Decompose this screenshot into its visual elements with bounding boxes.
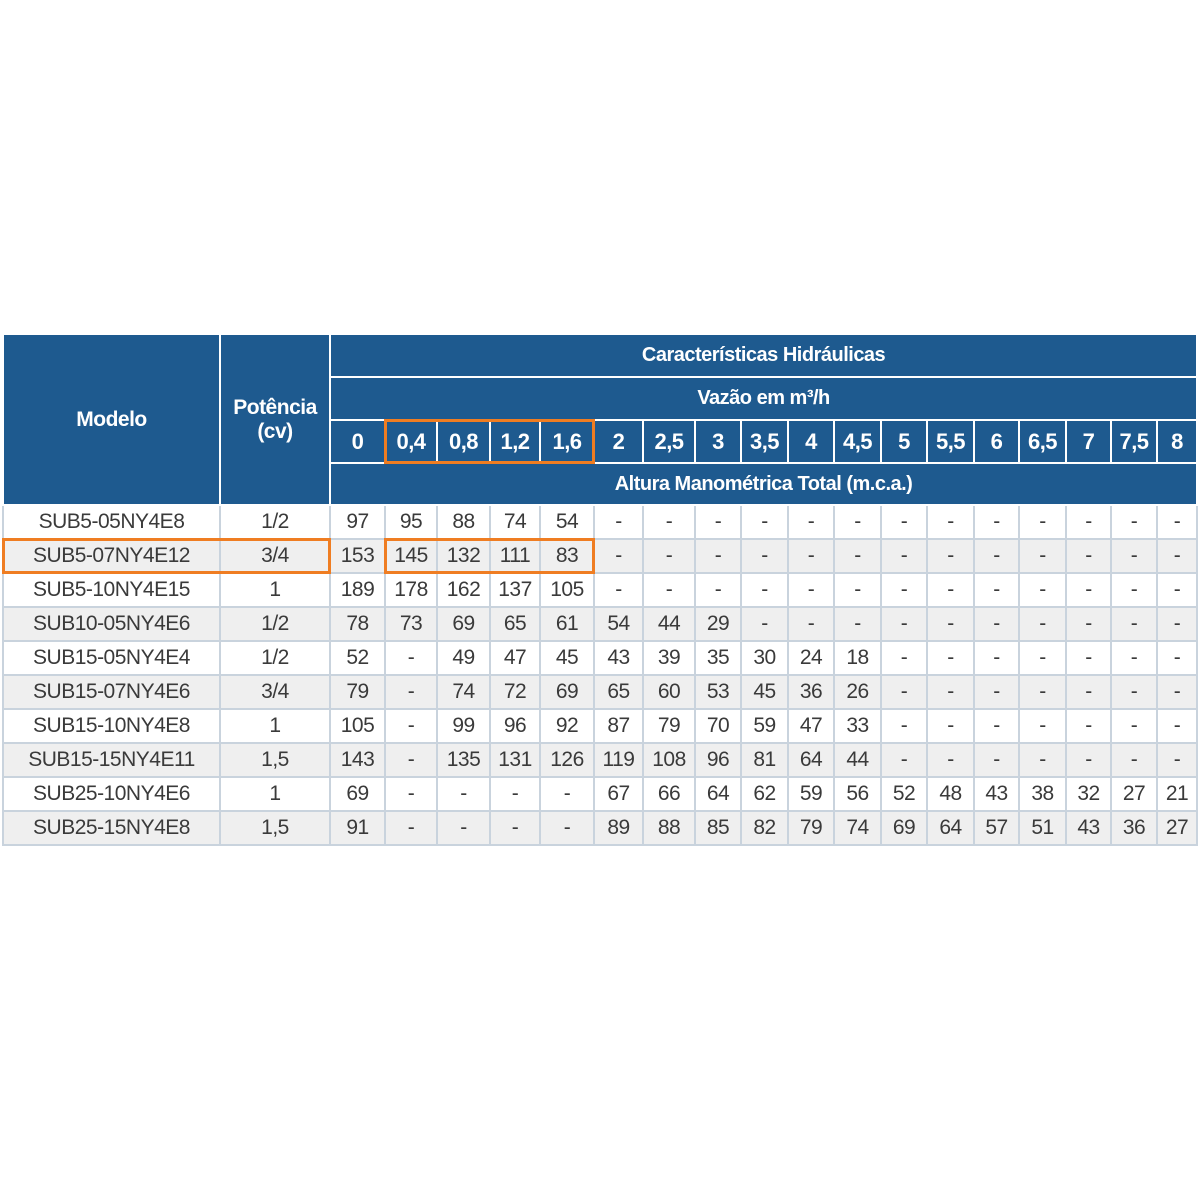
head-value-cell: -: [1111, 505, 1157, 539]
head-value-cell: -: [881, 607, 927, 641]
head-value-cell: -: [1019, 573, 1066, 607]
head-value-cell: 65: [594, 675, 643, 709]
head-value-cell: -: [927, 607, 974, 641]
head-value-cell: -: [974, 675, 1019, 709]
head-value-cell: 132: [437, 539, 490, 573]
head-value-cell: -: [974, 743, 1019, 777]
model-cell: SUB5-07NY4E12: [3, 539, 220, 573]
flow-header-cell: 5: [881, 420, 927, 463]
power-cell: 1,5: [220, 811, 330, 845]
head-value-cell: 51: [1019, 811, 1066, 845]
power-cell: 3/4: [220, 675, 330, 709]
model-cell: SUB25-10NY4E6: [3, 777, 220, 811]
head-value-cell: 74: [834, 811, 881, 845]
model-cell: SUB15-05NY4E4: [3, 641, 220, 675]
head-value-cell: 26: [834, 675, 881, 709]
head-value-cell: -: [974, 539, 1019, 573]
table-row: [3, 811, 1197, 845]
head-value-cell: 85: [695, 811, 741, 845]
pump-spec-table: [2, 333, 1198, 846]
flow-header-cell: 5,5: [927, 420, 974, 463]
head-value-cell: 21: [1157, 777, 1197, 811]
head-value-cell: 56: [834, 777, 881, 811]
head-value-cell: 62: [741, 777, 788, 811]
head-value-cell: -: [741, 573, 788, 607]
head-value-cell: 64: [695, 777, 741, 811]
head-value-cell: 69: [540, 675, 594, 709]
head-value-cell: 44: [834, 743, 881, 777]
head-value-cell: -: [643, 505, 695, 539]
head-value-cell: 60: [643, 675, 695, 709]
head-value-cell: -: [788, 539, 834, 573]
flow-header-cell: 0,8: [437, 420, 490, 463]
flow-header-cell: 6,5: [1019, 420, 1066, 463]
table-row: [3, 777, 1197, 811]
header-head: Altura Manométrica Total (m.c.a.): [330, 463, 1197, 505]
head-value-cell: 126: [540, 743, 594, 777]
head-value-cell: 48: [927, 777, 974, 811]
head-value-cell: 111: [490, 539, 540, 573]
header-hydraulic: Características Hidráulicas: [330, 334, 1197, 377]
head-value-cell: 92: [540, 709, 594, 743]
table-row: [3, 539, 1197, 573]
head-value-cell: 18: [834, 641, 881, 675]
head-value-cell: -: [881, 675, 927, 709]
head-value-cell: -: [1111, 743, 1157, 777]
head-value-cell: -: [881, 743, 927, 777]
header-flow: Vazão em m³/h: [330, 377, 1197, 420]
head-value-cell: 119: [594, 743, 643, 777]
model-cell: SUB5-05NY4E8: [3, 505, 220, 539]
head-value-cell: -: [834, 607, 881, 641]
header-power: [220, 334, 330, 505]
head-value-cell: -: [1019, 607, 1066, 641]
flow-header-cell: 2: [594, 420, 643, 463]
head-value-cell: 61: [540, 607, 594, 641]
head-value-cell: -: [385, 641, 437, 675]
head-value-cell: 54: [594, 607, 643, 641]
head-value-cell: -: [927, 573, 974, 607]
head-value-cell: 78: [330, 607, 385, 641]
head-value-cell: -: [540, 777, 594, 811]
head-value-cell: 47: [788, 709, 834, 743]
model-cell: SUB25-15NY4E8: [3, 811, 220, 845]
head-value-cell: 65: [490, 607, 540, 641]
head-value-cell: 59: [741, 709, 788, 743]
flow-header-cell: 8: [1157, 420, 1197, 463]
head-value-cell: 32: [1066, 777, 1111, 811]
head-value-cell: 66: [643, 777, 695, 811]
head-value-cell: 83: [540, 539, 594, 573]
head-value-cell: -: [695, 573, 741, 607]
table-body: [3, 505, 1197, 845]
head-value-cell: -: [834, 539, 881, 573]
head-value-cell: -: [1111, 539, 1157, 573]
head-value-cell: -: [385, 709, 437, 743]
head-value-cell: 131: [490, 743, 540, 777]
head-value-cell: -: [1066, 607, 1111, 641]
head-value-cell: -: [1111, 675, 1157, 709]
head-value-cell: -: [1066, 505, 1111, 539]
head-value-cell: 52: [330, 641, 385, 675]
head-value-cell: -: [1066, 709, 1111, 743]
head-value-cell: 69: [437, 607, 490, 641]
head-value-cell: -: [834, 505, 881, 539]
head-value-cell: -: [881, 573, 927, 607]
head-value-cell: -: [927, 709, 974, 743]
head-value-cell: 153: [330, 539, 385, 573]
head-value-cell: -: [1157, 505, 1197, 539]
head-value-cell: 91: [330, 811, 385, 845]
head-value-cell: 189: [330, 573, 385, 607]
head-value-cell: 79: [643, 709, 695, 743]
head-value-cell: 33: [834, 709, 881, 743]
head-value-cell: -: [540, 811, 594, 845]
head-value-cell: 69: [330, 777, 385, 811]
head-value-cell: 137: [490, 573, 540, 607]
head-value-cell: -: [695, 539, 741, 573]
head-value-cell: -: [1019, 709, 1066, 743]
head-value-cell: -: [1066, 539, 1111, 573]
table-row: [3, 573, 1197, 607]
head-value-cell: -: [1066, 641, 1111, 675]
flow-header-cell: 0: [330, 420, 385, 463]
head-value-cell: -: [643, 539, 695, 573]
power-cell: 1,5: [220, 743, 330, 777]
head-value-cell: 64: [788, 743, 834, 777]
head-value-cell: 99: [437, 709, 490, 743]
head-value-cell: -: [974, 607, 1019, 641]
head-value-cell: 145: [385, 539, 437, 573]
head-value-cell: -: [643, 573, 695, 607]
head-value-cell: -: [1019, 505, 1066, 539]
flow-header-cell: 7: [1066, 420, 1111, 463]
pump-spec-table-container: [2, 333, 1196, 846]
head-value-cell: -: [594, 539, 643, 573]
head-value-cell: 96: [490, 709, 540, 743]
flow-header-cell: 6: [974, 420, 1019, 463]
power-cell: 1: [220, 573, 330, 607]
head-value-cell: 105: [540, 573, 594, 607]
table-row: [3, 709, 1197, 743]
head-value-cell: 88: [437, 505, 490, 539]
header-power-label: Potência: [233, 395, 317, 419]
power-cell: 1/2: [220, 505, 330, 539]
head-value-cell: -: [1111, 573, 1157, 607]
head-value-cell: -: [1157, 709, 1197, 743]
flow-header-cell: 3,5: [741, 420, 788, 463]
head-value-cell: 72: [490, 675, 540, 709]
power-cell: 1: [220, 709, 330, 743]
table-row: [3, 505, 1197, 539]
flow-header-cell: 4,5: [834, 420, 881, 463]
head-value-cell: -: [1157, 573, 1197, 607]
model-cell: SUB5-10NY4E15: [3, 573, 220, 607]
head-value-cell: 24: [788, 641, 834, 675]
head-value-cell: 67: [594, 777, 643, 811]
head-value-cell: -: [1066, 675, 1111, 709]
head-value-cell: -: [788, 505, 834, 539]
head-value-cell: -: [741, 607, 788, 641]
head-value-cell: 59: [788, 777, 834, 811]
table-row: [3, 607, 1197, 641]
head-value-cell: -: [385, 743, 437, 777]
head-value-cell: -: [741, 539, 788, 573]
head-value-cell: -: [1157, 539, 1197, 573]
head-value-cell: 57: [974, 811, 1019, 845]
head-value-cell: 74: [490, 505, 540, 539]
flow-header-cell: 0,4: [385, 420, 437, 463]
head-value-cell: -: [1019, 641, 1066, 675]
head-value-cell: -: [974, 505, 1019, 539]
head-value-cell: 45: [741, 675, 788, 709]
head-value-cell: -: [1157, 607, 1197, 641]
power-cell: 1/2: [220, 641, 330, 675]
head-value-cell: 79: [788, 811, 834, 845]
flow-header-cell: 2,5: [643, 420, 695, 463]
head-value-cell: -: [881, 539, 927, 573]
head-value-cell: 39: [643, 641, 695, 675]
head-value-cell: -: [881, 641, 927, 675]
head-value-cell: -: [974, 709, 1019, 743]
head-value-cell: -: [927, 505, 974, 539]
head-value-cell: 35: [695, 641, 741, 675]
head-value-cell: -: [1019, 743, 1066, 777]
header-model: Modelo: [3, 334, 220, 505]
head-value-cell: 36: [1111, 811, 1157, 845]
flow-header-cell: 1,6: [540, 420, 594, 463]
head-value-cell: 178: [385, 573, 437, 607]
head-value-cell: -: [1019, 539, 1066, 573]
head-value-cell: -: [881, 709, 927, 743]
head-value-cell: -: [1157, 743, 1197, 777]
head-value-cell: 135: [437, 743, 490, 777]
head-value-cell: -: [927, 539, 974, 573]
model-cell: SUB15-15NY4E11: [3, 743, 220, 777]
head-value-cell: -: [1111, 607, 1157, 641]
header-power-unit: (cv): [257, 419, 293, 443]
head-value-cell: -: [788, 573, 834, 607]
head-value-cell: -: [490, 811, 540, 845]
head-value-cell: 70: [695, 709, 741, 743]
head-value-cell: -: [1111, 709, 1157, 743]
head-value-cell: 44: [643, 607, 695, 641]
head-value-cell: -: [437, 777, 490, 811]
head-value-cell: 162: [437, 573, 490, 607]
head-value-cell: 105: [330, 709, 385, 743]
power-cell: 1: [220, 777, 330, 811]
flow-header-cell: 7,5: [1111, 420, 1157, 463]
head-value-cell: 87: [594, 709, 643, 743]
head-value-cell: -: [881, 505, 927, 539]
flow-header-cell: 3: [695, 420, 741, 463]
flow-header-cell: 4: [788, 420, 834, 463]
head-value-cell: -: [927, 675, 974, 709]
head-value-cell: 81: [741, 743, 788, 777]
head-value-cell: 108: [643, 743, 695, 777]
head-value-cell: -: [834, 573, 881, 607]
power-cell: 3/4: [220, 539, 330, 573]
head-value-cell: 73: [385, 607, 437, 641]
head-value-cell: 43: [974, 777, 1019, 811]
head-value-cell: 143: [330, 743, 385, 777]
power-cell: 1/2: [220, 607, 330, 641]
head-value-cell: -: [974, 573, 1019, 607]
head-value-cell: 52: [881, 777, 927, 811]
head-value-cell: 29: [695, 607, 741, 641]
head-value-cell: -: [437, 811, 490, 845]
head-value-cell: -: [1066, 573, 1111, 607]
model-cell: SUB15-07NY4E6: [3, 675, 220, 709]
head-value-cell: 89: [594, 811, 643, 845]
head-value-cell: 96: [695, 743, 741, 777]
head-value-cell: 88: [643, 811, 695, 845]
head-value-cell: -: [741, 505, 788, 539]
head-value-cell: 74: [437, 675, 490, 709]
head-value-cell: -: [927, 743, 974, 777]
head-value-cell: -: [695, 505, 741, 539]
head-value-cell: 36: [788, 675, 834, 709]
head-value-cell: 79: [330, 675, 385, 709]
head-value-cell: 97: [330, 505, 385, 539]
head-value-cell: 82: [741, 811, 788, 845]
head-value-cell: 53: [695, 675, 741, 709]
head-value-cell: 43: [1066, 811, 1111, 845]
head-value-cell: -: [385, 811, 437, 845]
head-value-cell: 30: [741, 641, 788, 675]
head-value-cell: 95: [385, 505, 437, 539]
head-value-cell: 27: [1157, 811, 1197, 845]
head-value-cell: -: [927, 641, 974, 675]
table-row: [3, 641, 1197, 675]
flow-header-cell: 1,2: [490, 420, 540, 463]
head-value-cell: 54: [540, 505, 594, 539]
head-value-cell: 64: [927, 811, 974, 845]
head-value-cell: -: [788, 607, 834, 641]
head-value-cell: 47: [490, 641, 540, 675]
head-value-cell: -: [1157, 641, 1197, 675]
table-row: [3, 743, 1197, 777]
head-value-cell: 38: [1019, 777, 1066, 811]
head-value-cell: 45: [540, 641, 594, 675]
head-value-cell: -: [385, 777, 437, 811]
head-value-cell: 69: [881, 811, 927, 845]
table-row: [3, 675, 1197, 709]
model-cell: SUB10-05NY4E6: [3, 607, 220, 641]
head-value-cell: -: [385, 675, 437, 709]
head-value-cell: -: [594, 573, 643, 607]
head-value-cell: -: [974, 641, 1019, 675]
head-value-cell: -: [1111, 641, 1157, 675]
head-value-cell: 49: [437, 641, 490, 675]
model-cell: SUB15-10NY4E8: [3, 709, 220, 743]
head-value-cell: -: [490, 777, 540, 811]
head-value-cell: 43: [594, 641, 643, 675]
head-value-cell: -: [594, 505, 643, 539]
head-value-cell: 27: [1111, 777, 1157, 811]
head-value-cell: -: [1019, 675, 1066, 709]
head-value-cell: -: [1066, 743, 1111, 777]
head-value-cell: -: [1157, 675, 1197, 709]
